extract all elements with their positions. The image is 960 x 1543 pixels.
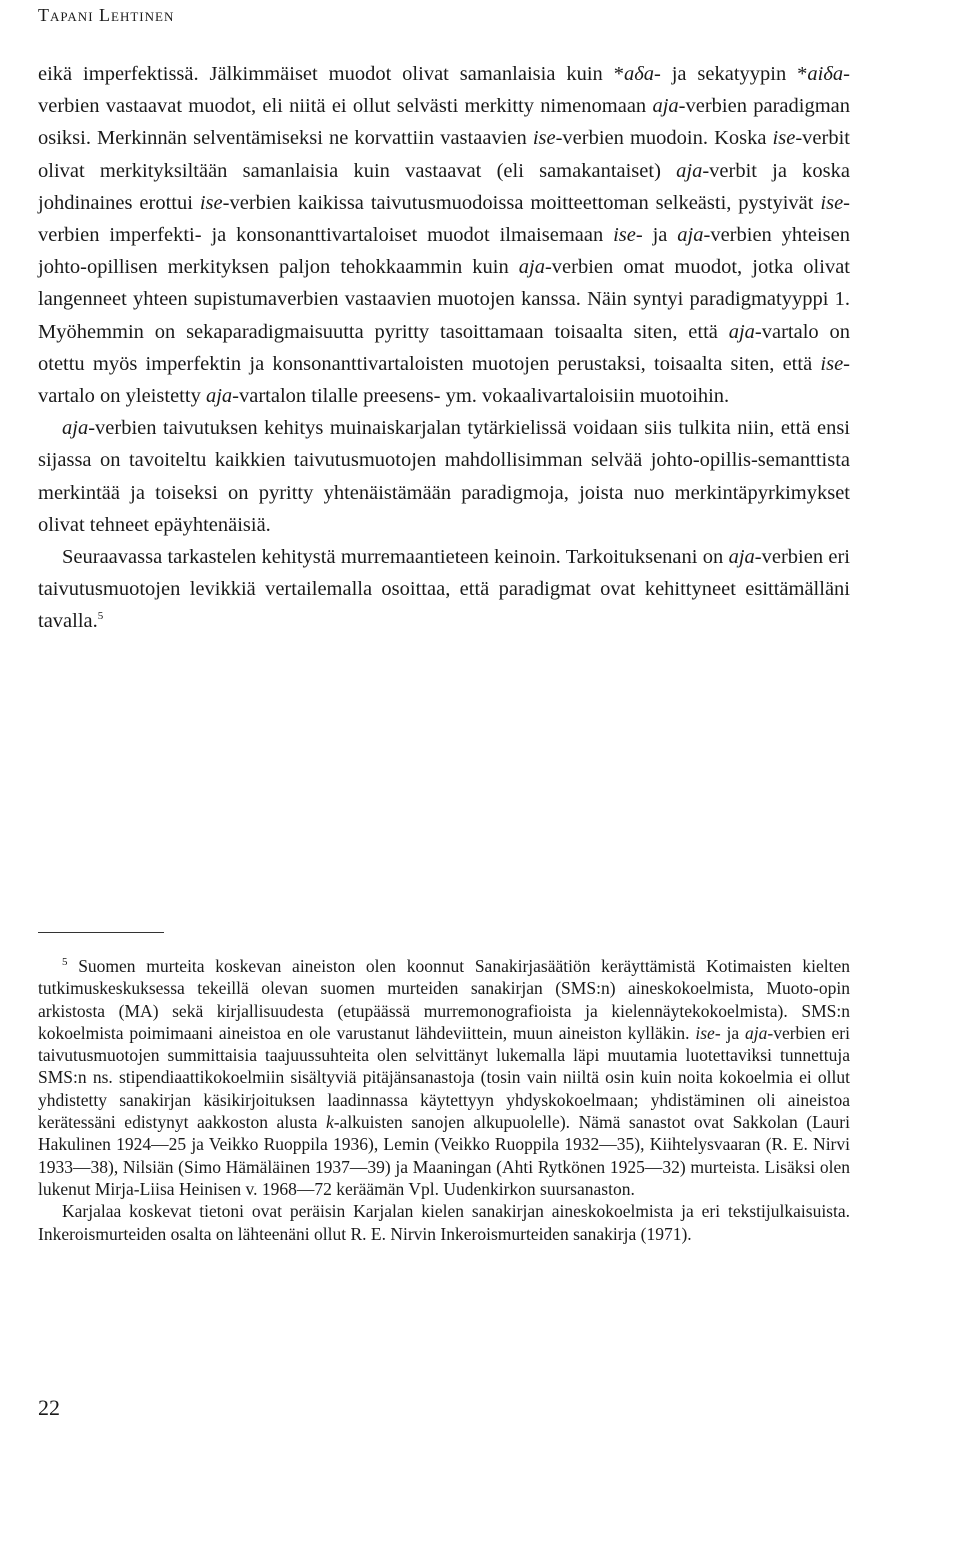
footnote-divider (38, 932, 164, 933)
running-header: Tapani Lehtinen (38, 5, 175, 25)
footnotes (38, 955, 850, 1245)
paragraph-2: aja-verbien taivutuksen kehitys muinaiskarjalan tytärkielissä voidaan siis tulkita niin, että ensi sijassa on tavoiteltu kaikkien taivutusmuotojen mahdollisimman selvää johto-opillis-semanttista merkintää ja toiseksi on pyritty yhtenäistämään paradigmoja, joista nuo merkintäpyrkimykset olivat tehneet epäyhtenäisiä. (38, 417, 850, 536)
footnote-marker: 5 (62, 956, 68, 969)
page-number: 22 (38, 1395, 60, 1420)
footnote-reference[interactable]: 5 (97, 610, 104, 623)
paragraph-3: Seuraavassa tarkastelen kehitystä murremaantieteen keinoin. Tarkoituksenani on aja-verbien eri taivutusmuotojen levikkiä vertailemalla osoittaa, että paradigmat ovat kehittyneet esittämälläni tavalla.$^5$ (38, 546, 850, 633)
footnote-5-continued: Karjalaa koskevat tietoni ovat peräisin Karjalan kielen sanakirjan aineskokoelmista ja eri tekstijulkaisuista. Inkeroismurteiden osalta on lähteenäni ollut R. E. Nirvin Inkeroismurteiden sanakirja (1971). (38, 1201, 850, 1244)
main-text (38, 58, 850, 638)
paragraph-1: eikä imperfektissä. Jälkimmäiset muodot olivat samanlaisia kuin *aδa- ja sekatyypin *aiδa-verbien vastaavat muodot, eli niitä ei ollut selvästi merkitty nimenomaan aja-verbien paradigman osiksi. Merkinnän selventämiseksi ne korvattiin vastaavien ise-verbien muodoin. Koska ise-verbit olivat merkityksiltään samanlaisia kuin vastaavat (eli samakantaiset) aja-verbit ja koska johdinaines erottui ise-verbien kaikissa taivutusmuodoissa moitteettoman selkeästi, pystyivät ise-verbien imperfekti- ja konsonanttivartaloiset muodot ilmaisemaan ise- ja aja-verbien yhteisen johto-opillisen merkityksen paljon tehokkaammin kuin aja-verbien omat muodot, jotka olivat langenneet yhteen supistumaverbien vastaavien muotojen kanssa. Näin syntyi paradigmatyyppi 1. Myöhemmin on sekaparadigmaisuutta pyritty tasoittamaan toisaalta siten, että aja-vartalo on otettu myös imperfektin ja konsonanttivartaloisten muotojen perustaksi, toisaalta siten, että ise-vartalo on yleistetty aja-vartalon tilalle preesens- ym. vokaalivartaloisiin muotoihin. (38, 63, 851, 408)
footnote-5: $^5$ Suomen murteita koskevan aineiston olen koonnut Sanakirjasäätiön keräyttämistä Kotimaisten kielten tutkimuskeskuksessa tekeillä olevan suomen murteiden sanakirjan (SMS:n) aineskokoelmista, Muoto-opin arkistosta (MA) sekä kirjallisuudesta (etupäässä murremonografioista ja kielennäytekokoelmista). SMS:n kokoelmista poimimaani aineistoa en ole varustanut lähdeviittein, muun aineiston kylläkin. ise- ja aja-verbien eri taivutusmuotojen summittaisia taajuussuhteita olen selvittänyt lukemalla läpi muutamia luotettaviksi tunnettuja SMS:n ns. stipendiaattikokoelmiin sisältyviä pitäjänsanastoja (tosin vain niiltä osin kuin noita kokoelmia ei ollut yhdistetty sanakirjan käsikirjoituksen laadinnassa käytettyyn yhdyskokoelmaan; yhdistäminen oli aineistoa kerätessäni edistynyt aakkoston alusta k-alkuisten sanojen alkupuolelle). Nämä sanastot ovat Sakkolan (Lauri Hakulinen 1924—25 ja Veikko Ruoppila 1936), Lemin (Veikko Ruoppila 1932—35), Kiihtelysvaaran (R. E. Nirvi 1933—38), Nilsiän (Simo Hämäläinen 1937—39) ja Maaningan (Ahti Rytkönen 1925—32) murteista. Lisäksi olen lukenut Mirja-Liisa Heinisen v. 1968—72 keräämän Vpl. Uudenkirkon suursanaston. (38, 956, 850, 1199)
